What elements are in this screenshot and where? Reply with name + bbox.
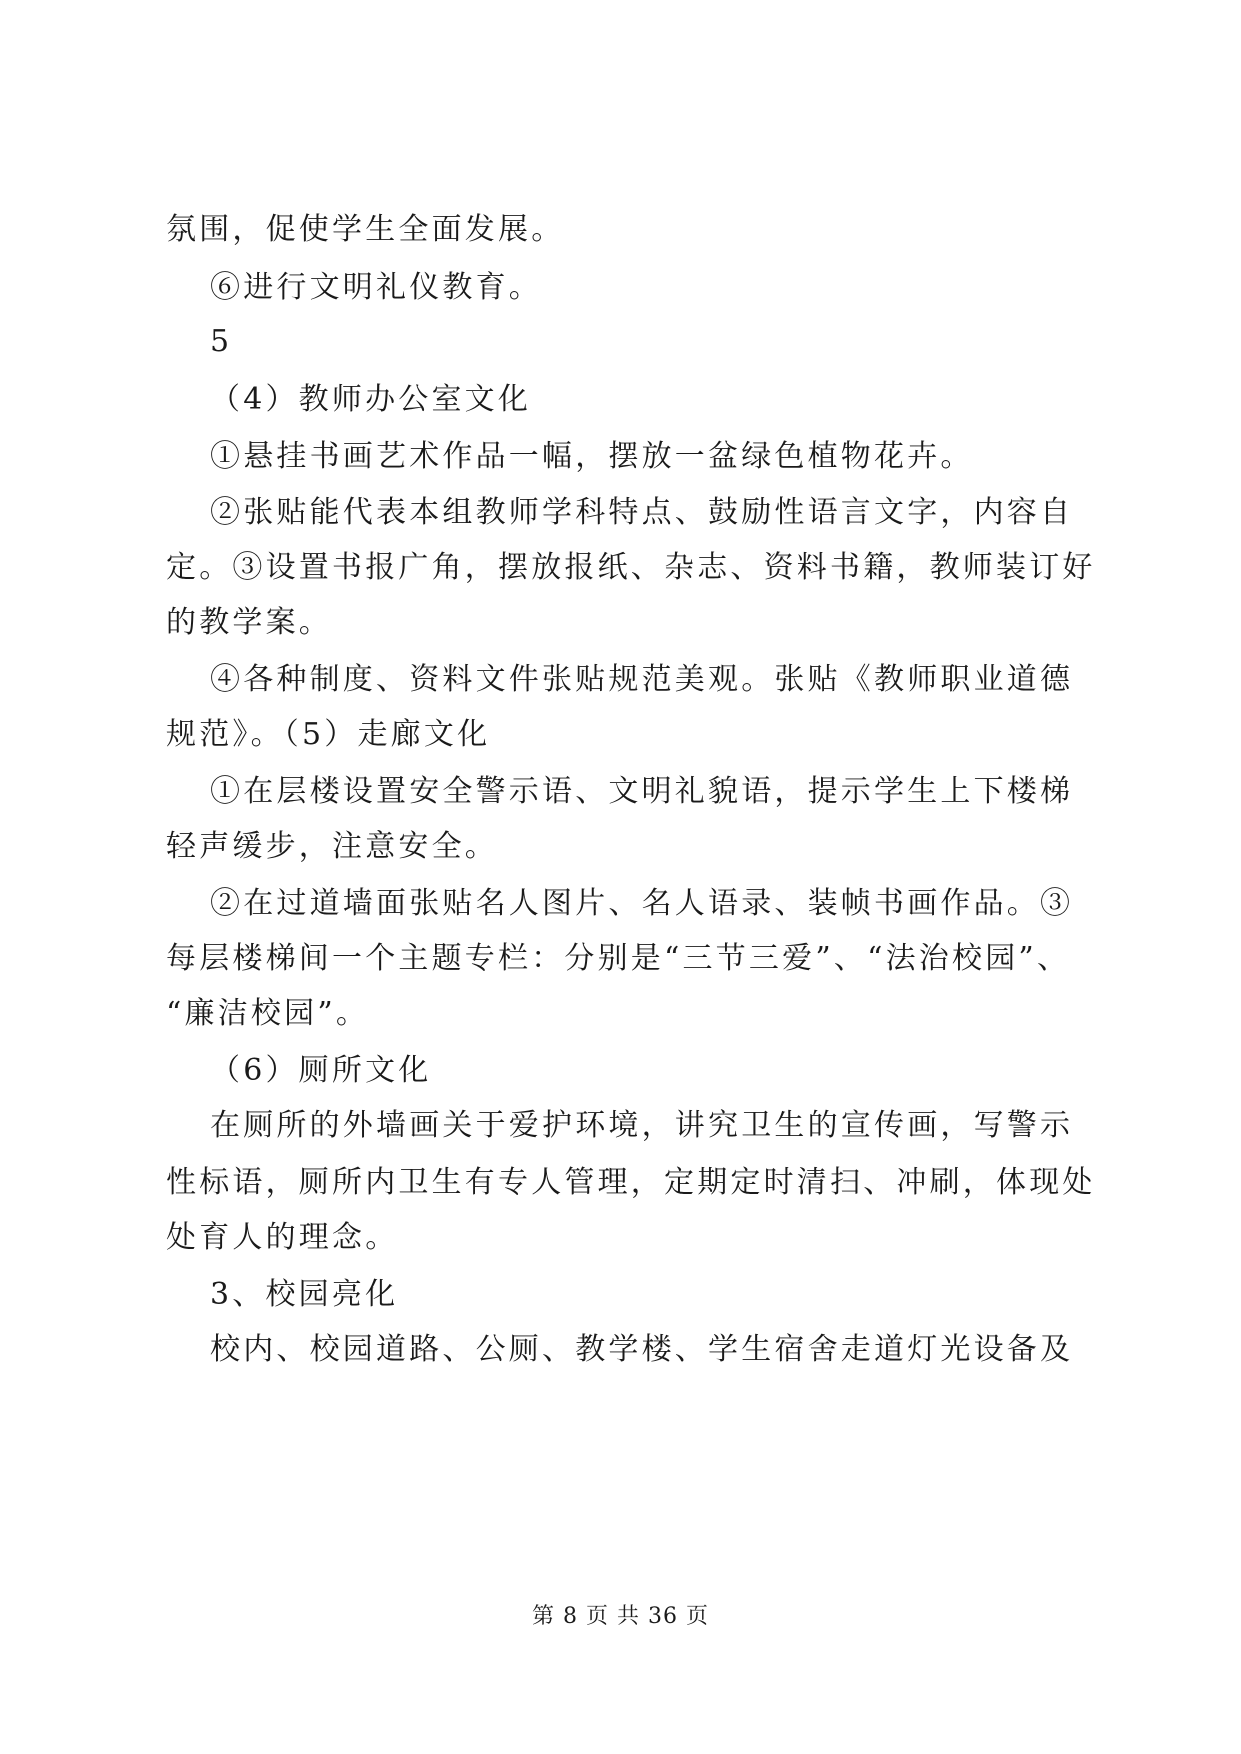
body-text-line: 定。③设置书报广角，摆放报纸、杂志、资料书籍，教师装订好 <box>166 550 1096 585</box>
body-text-line: 每层楼梯间一个主题专栏：分别是“三节三爱”、“法治校园”、 <box>166 941 1071 976</box>
body-text-line: 在厕所的外墙画关于爱护环境，讲究卫生的宣传画，写警示 <box>210 1108 1074 1143</box>
body-text-line: ①悬挂书画艺术作品一幅，摆放一盆绿色植物花卉。 <box>210 439 974 474</box>
body-text-line: “廉洁校园”。 <box>166 996 370 1031</box>
body-text-line: 5 <box>210 324 233 359</box>
section-heading: （4）教师办公室文化 <box>210 382 532 417</box>
body-text-line: 轻声缓步，注意安全。 <box>166 829 498 864</box>
body-text-line: 校内、校园道路、公厕、教学楼、学生宿舍走道灯光设备及 <box>210 1332 1074 1367</box>
body-text-line: 性标语，厕所内卫生有专人管理，定期定时清扫、冲刷，体现处 <box>166 1165 1096 1200</box>
body-text-line: 的教学案。 <box>166 605 332 640</box>
body-text-line: ①在层楼设置安全警示语、文明礼貌语，提示学生上下楼梯 <box>210 774 1074 809</box>
page-footer-label: 第 8 页 共 36 页 <box>532 1604 709 1629</box>
body-text-line: 氛围，促使学生全面发展。 <box>166 212 565 247</box>
body-text-line: ⑥进行文明礼仪教育。 <box>210 270 542 305</box>
section-heading: （6）厕所文化 <box>210 1053 432 1088</box>
body-text-line: ②在过道墙面张贴名人图片、名人语录、装帧书画作品。③ <box>210 886 1074 921</box>
body-text-line: ②张贴能代表本组教师学科特点、鼓励性语言文字，内容自 <box>210 495 1074 530</box>
section-heading: 3、校园亮化 <box>210 1277 399 1312</box>
body-text-line: ④各种制度、资料文件张贴规范美观。张贴《教师职业道德 <box>210 662 1074 697</box>
body-text-line: 规范》。（5）走廊文化 <box>166 717 491 752</box>
body-text-line: 处育人的理念。 <box>166 1220 399 1255</box>
